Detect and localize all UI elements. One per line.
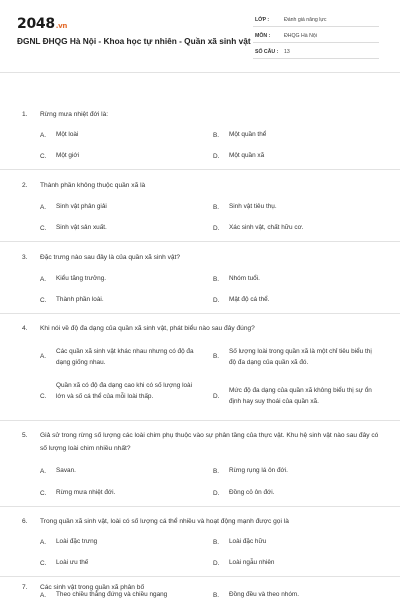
option-letter: B. — [213, 468, 220, 475]
option-text: Loài ưu thế — [56, 559, 89, 566]
option-text: Nhóm tuổi. — [229, 275, 260, 282]
logo-suffix: .vn — [55, 22, 68, 30]
option-text: Rừng rụng lá ôn đới. — [229, 467, 288, 474]
question-divider — [0, 506, 400, 507]
question-stem: Thành phần không thuộc quần xã là — [40, 182, 146, 189]
option-letter: A. — [40, 204, 47, 211]
option-letter: B. — [213, 353, 220, 360]
option-letter: D. — [213, 297, 220, 304]
question-divider — [0, 313, 400, 314]
option-letter: B. — [213, 539, 220, 546]
option-letter: C. — [40, 393, 47, 400]
question-divider — [0, 420, 400, 421]
option-letter: C. — [40, 225, 47, 232]
option-text: Một giới — [56, 152, 80, 159]
question-stem: Trong quần xã sinh vật, loài có số lượng cá thể nhiều và hoạt động mạnh được gọi là — [40, 518, 289, 525]
option-letter: B. — [213, 276, 220, 283]
info-value: ĐHQG Hà Nội — [284, 33, 317, 39]
option-letter: C. — [40, 297, 47, 304]
site-logo[interactable] — [17, 16, 67, 32]
option-text: Kiểu tăng trưởng. — [56, 275, 107, 282]
option-text: Mức độ đa dạng của quần xã không biểu thị sự ổn định hay suy thoái của quần xã. — [229, 387, 372, 405]
question-stem: Rừng mưa nhiệt đới là: — [40, 111, 109, 118]
question-divider — [0, 576, 400, 577]
option-text: Mật độ cá thể. — [229, 296, 270, 303]
option-text: Số lượng loài trong quần xã là một chỉ tiêu biểu thị độ đa dạng của quần xã đó. — [229, 348, 372, 366]
section-divider — [0, 72, 400, 73]
option-text: Loài đặc hữu — [229, 538, 267, 545]
option-letter: A. — [40, 468, 47, 475]
option-letter: D. — [213, 153, 220, 160]
info-label: LỚP : — [255, 17, 270, 23]
info-label: SỐ CÂU : — [255, 49, 279, 55]
option-text: Thành phần loài. — [56, 296, 104, 303]
question-number: 5. — [22, 432, 28, 439]
exam-title: ĐGNL ĐHQG Hà Nội - Khoa học tự nhiên - Quần xã sinh vật — [17, 36, 251, 46]
option-text: Rừng mưa nhiệt đới. — [56, 489, 116, 496]
question-stem: Khi nói về độ đa dạng của quần xã sinh vật, phát biểu nào sau đây đúng? — [40, 325, 255, 332]
option-letter: C. — [40, 490, 47, 497]
option-text: Đồng cỏ ôn đới. — [229, 489, 275, 496]
option-text: Xác sinh vật, chất hữu cơ. — [229, 224, 304, 231]
option-letter: A. — [40, 592, 47, 599]
option-text: Theo chiều thẳng đứng và chiều ngang — [56, 591, 168, 598]
option-letter: D. — [213, 393, 220, 400]
option-text: Đồng đều và theo nhóm. — [229, 591, 299, 598]
option-text: Loài ngẫu nhiên — [229, 559, 275, 566]
option-text: Một quần thể — [229, 131, 267, 138]
option-text: Loài đặc trưng — [56, 538, 98, 545]
option-letter: B. — [213, 132, 220, 139]
option-letter: B. — [213, 592, 220, 599]
option-letter: C. — [40, 153, 47, 160]
document-header — [0, 0, 400, 72]
question-number: 7. — [22, 584, 28, 591]
option-letter: A. — [40, 132, 47, 139]
question-number: 4. — [22, 325, 28, 332]
option-letter: A. — [40, 276, 47, 283]
logo-text: 2048 — [17, 16, 55, 32]
question-stem: Đặc trưng nào sau đây là của quần xã sinh vật? — [40, 254, 181, 261]
option-letter: B. — [213, 204, 220, 211]
info-row-class — [253, 13, 379, 27]
option-letter: D. — [213, 225, 220, 232]
info-row-subject — [253, 29, 379, 43]
option-letter: A. — [40, 353, 47, 360]
question-number: 2. — [22, 182, 28, 189]
info-label: MÔN : — [255, 33, 271, 39]
option-text: Các quần xã sinh vật khác nhau nhưng có độ đa dạng giống nhau. — [56, 348, 194, 366]
option-letter: A. — [40, 539, 47, 546]
option-text: Quần xã có độ đa dạng cao khi có số lượng loài lớn và số cá thể của mỗi loài thấp. — [56, 382, 193, 400]
option-text: Sinh vật phân giải — [56, 203, 107, 210]
option-text: Một loài — [56, 131, 79, 138]
question-divider — [0, 169, 400, 170]
question-stem: Giả sử trong rừng số lượng các loài chim phụ thuộc vào sự phân tầng của thực vật. Khu hệ sinh vật nào sau đây có số lượng loài chim nhiều nhất? — [40, 432, 379, 452]
option-letter: D. — [213, 490, 220, 497]
info-row-count — [253, 45, 379, 59]
option-letter: D. — [213, 560, 220, 567]
option-text: Một quần xã — [229, 152, 265, 159]
info-value: Đánh giá năng lực — [284, 17, 327, 23]
question-stem: Các sinh vật trong quần xã phân bố — [40, 584, 145, 591]
question-number: 1. — [22, 111, 28, 118]
question-number: 3. — [22, 254, 28, 261]
option-text: Sinh vật tiêu thụ. — [229, 203, 277, 210]
option-letter: C. — [40, 560, 47, 567]
question-divider — [0, 241, 400, 242]
info-value: 13 — [284, 49, 290, 55]
option-text: Savan. — [56, 467, 76, 474]
question-number: 6. — [22, 518, 28, 525]
option-text: Sinh vật sản xuất. — [56, 224, 107, 231]
